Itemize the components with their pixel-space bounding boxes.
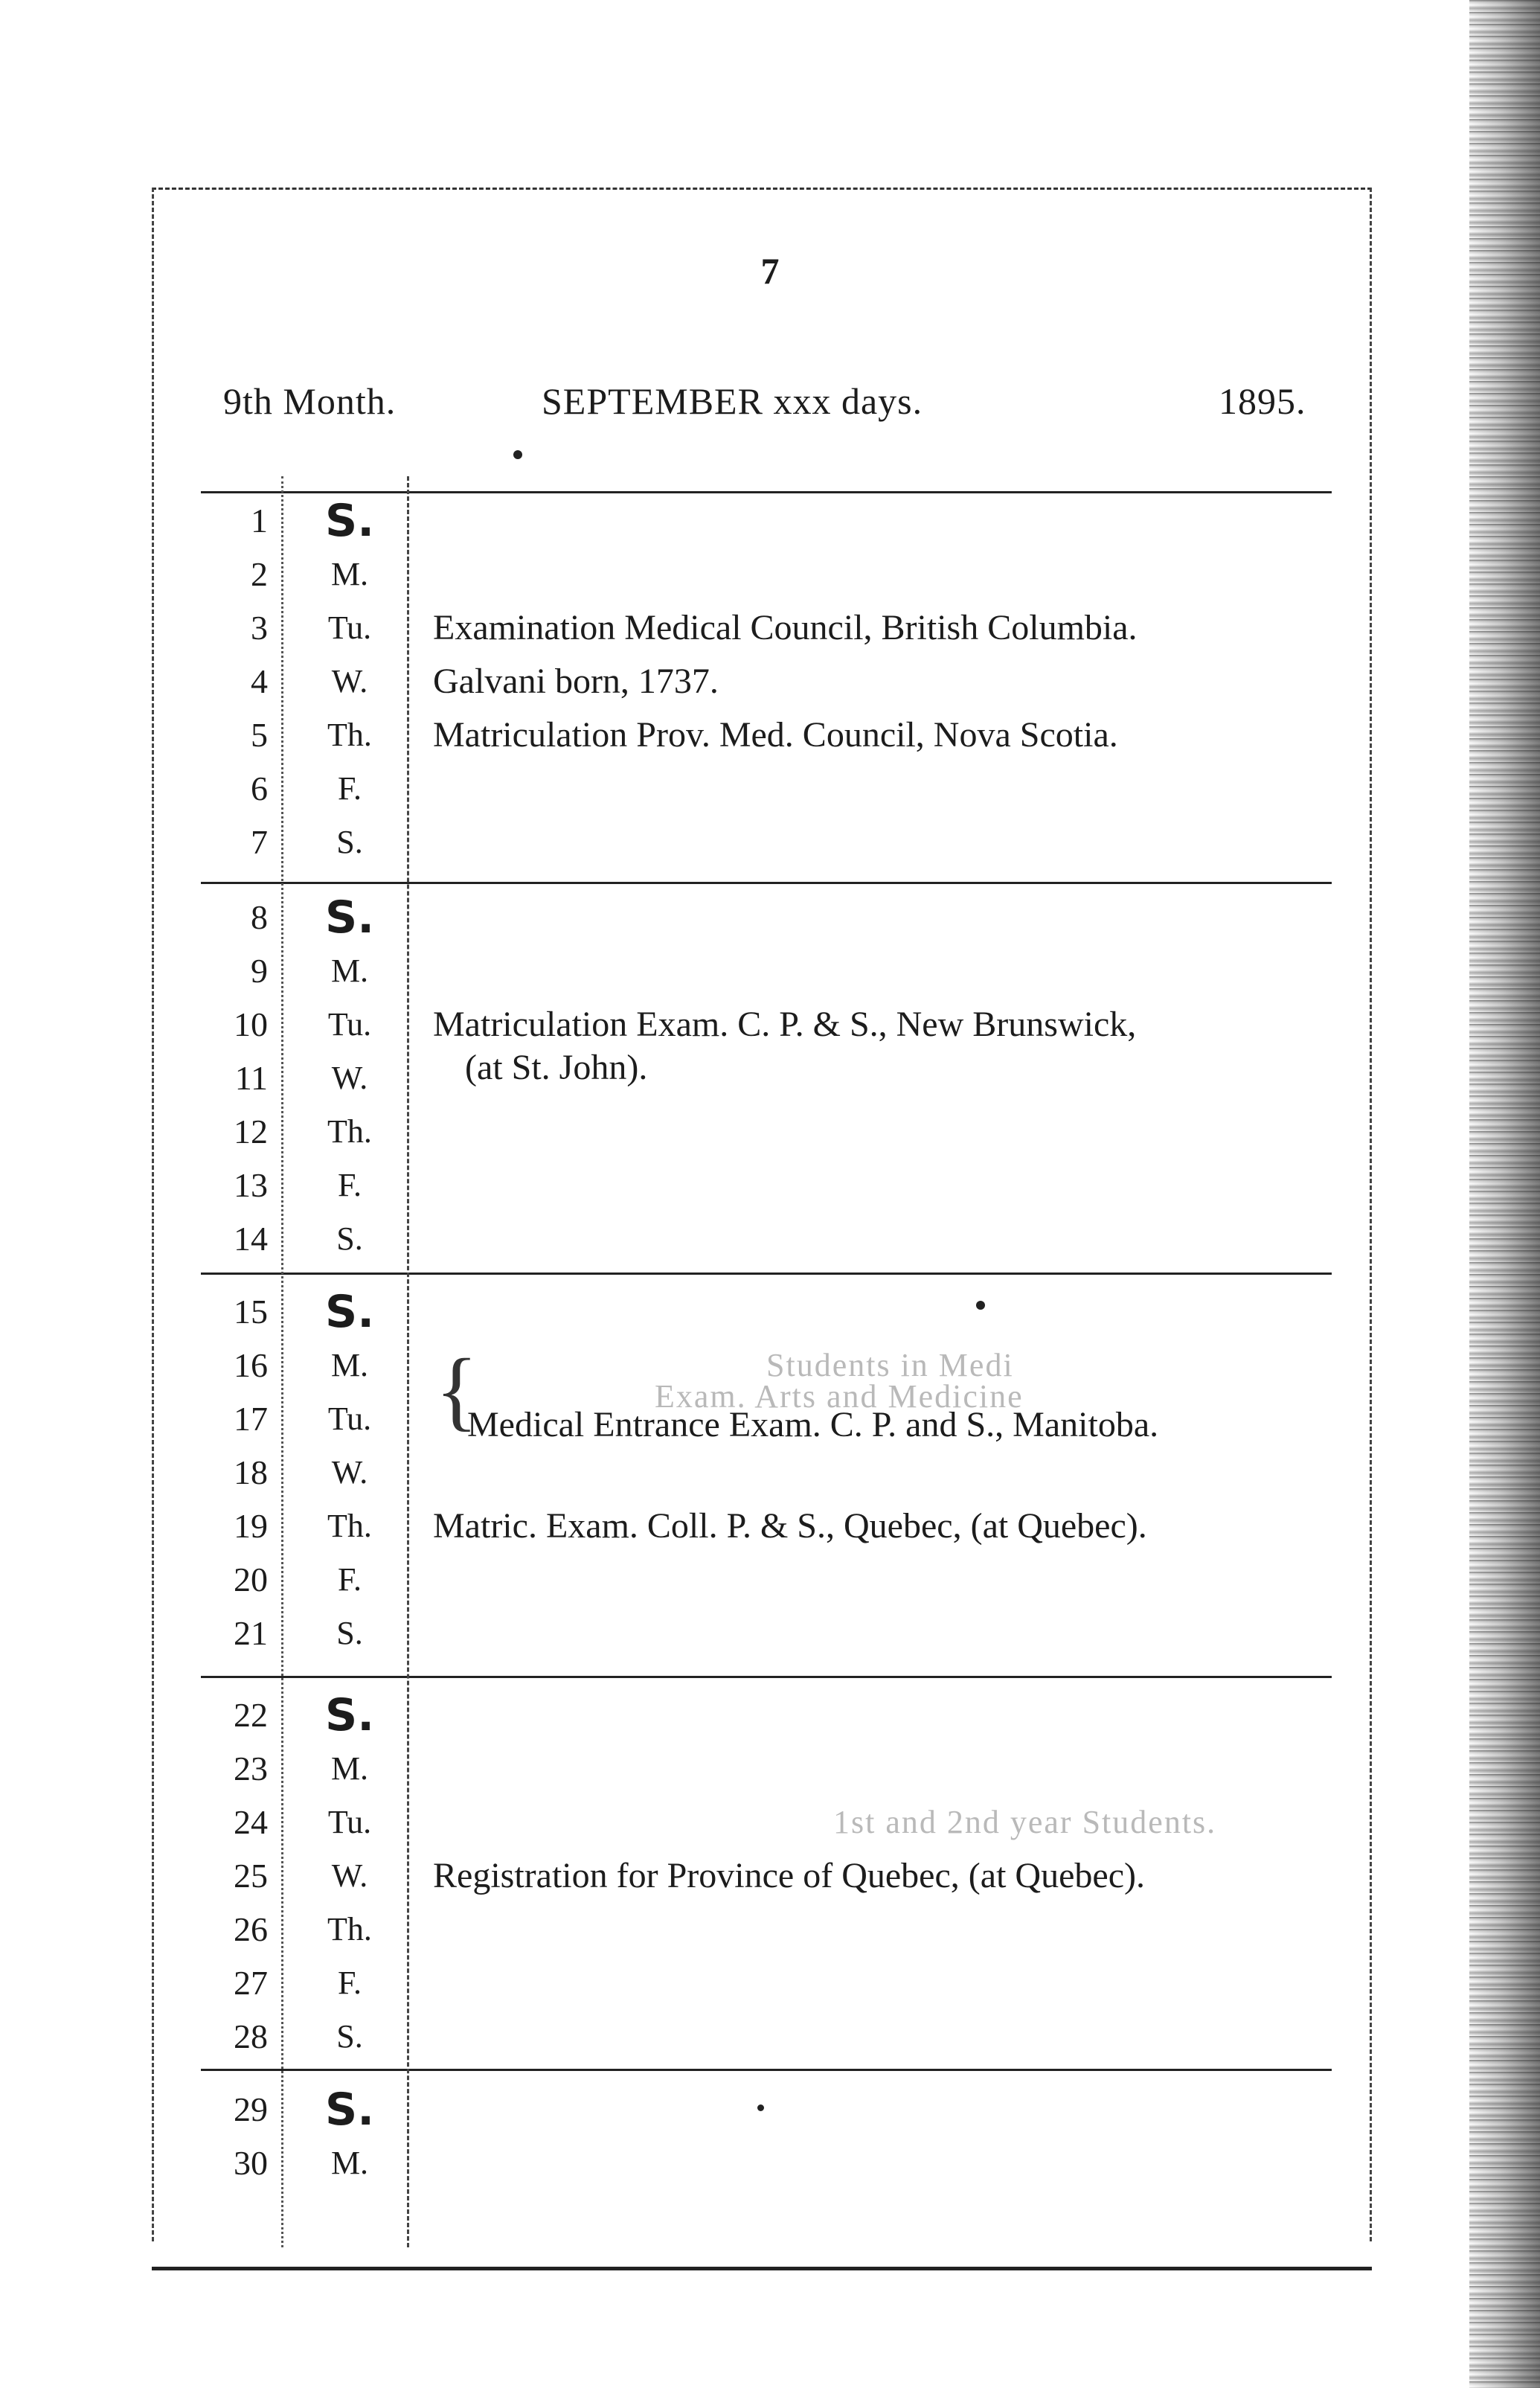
date-number: 1 xyxy=(251,502,268,540)
date-number: 2 xyxy=(251,555,268,593)
weekday: S. xyxy=(324,495,374,547)
weekday: S. xyxy=(324,892,374,944)
date-number: 5 xyxy=(251,716,268,754)
weekday: Tu. xyxy=(327,1804,372,1840)
weekday: F. xyxy=(338,1167,362,1203)
weekday: Th. xyxy=(327,717,372,753)
column-rule-numbers xyxy=(281,476,283,2247)
event-text: Registration for Province of Quebec, (at Quebec). xyxy=(433,1856,1145,1895)
brace-glyph: { xyxy=(435,1340,478,1439)
event-text: Matriculation Prov. Med. Council, Nova Scotia. xyxy=(433,715,1118,755)
weekday: F. xyxy=(338,770,362,807)
date-number: 22 xyxy=(234,1696,268,1734)
date-number: 20 xyxy=(234,1560,268,1598)
date-number: 12 xyxy=(234,1113,268,1150)
date-number: 23 xyxy=(234,1750,268,1787)
faint-event-text: 1st and 2nd year Students. xyxy=(833,1804,1217,1840)
weekday: S. xyxy=(324,1286,374,1338)
faint-event-text: Exam. Arts and Medicine xyxy=(655,1378,1024,1415)
date-number: 14 xyxy=(234,1220,268,1258)
date-number: 8 xyxy=(251,898,268,936)
date-number: 26 xyxy=(234,1910,268,1948)
weekday: M. xyxy=(330,2145,369,2181)
weekday: W. xyxy=(331,1454,368,1491)
date-number: 3 xyxy=(251,609,268,647)
date-number: 25 xyxy=(234,1857,268,1895)
weekday: S. xyxy=(336,824,363,860)
weekday: Th. xyxy=(327,1508,372,1544)
date-number: 4 xyxy=(251,662,268,700)
event-text: Examination Medical Council, British Columbia. xyxy=(433,608,1138,647)
date-number: 11 xyxy=(234,1059,268,1097)
faint-event-text: Students in Medi xyxy=(766,1347,1014,1383)
week-separator xyxy=(201,882,1332,884)
weekday: Tu. xyxy=(327,1401,372,1437)
weekday: S. xyxy=(336,2018,363,2055)
date-number: 27 xyxy=(234,1964,268,2002)
date-number: 13 xyxy=(234,1166,268,1204)
weekday: Th. xyxy=(327,1113,372,1150)
ink-dot xyxy=(976,1301,985,1310)
ink-dot xyxy=(757,2104,764,2111)
weekday: F. xyxy=(338,1965,362,2001)
date-number: 7 xyxy=(251,823,268,861)
date-number: 19 xyxy=(234,1507,268,1545)
weekday: M. xyxy=(330,1347,369,1383)
date-number: 30 xyxy=(234,2144,268,2182)
date-number: 9 xyxy=(251,952,268,990)
weekday: F. xyxy=(338,1561,362,1598)
bottom-rule xyxy=(152,2267,1372,2270)
date-number: 17 xyxy=(234,1400,268,1438)
date-number: 29 xyxy=(234,2090,268,2128)
week-separator xyxy=(201,2069,1332,2071)
weekday: W. xyxy=(331,1060,368,1096)
weekday: S. xyxy=(336,1615,363,1651)
weekday: Tu. xyxy=(327,1006,372,1043)
date-number: 18 xyxy=(234,1453,268,1491)
weekday: M. xyxy=(330,953,369,989)
ink-dot xyxy=(513,450,522,459)
date-number: 16 xyxy=(234,1346,268,1384)
weekday: Th. xyxy=(327,1911,372,1947)
event-text: Matric. Exam. Coll. P. & S., Quebec, (at Quebec). xyxy=(433,1506,1147,1546)
weekday: S. xyxy=(324,2084,374,2136)
scan-edge-noise xyxy=(1469,0,1540,2388)
weekday: S. xyxy=(324,1689,374,1741)
event-text: Galvani born, 1737. xyxy=(433,662,719,701)
weekday: M. xyxy=(330,1750,369,1787)
date-number: 28 xyxy=(234,2017,268,2055)
date-number: 6 xyxy=(251,769,268,807)
header-title: SEPTEMBER xxx days. xyxy=(542,380,923,422)
weekday: Tu. xyxy=(327,609,372,646)
event-text: Matriculation Exam. C. P. & S., New Brunswick, xyxy=(433,1005,1137,1044)
event-text: (at St. John). xyxy=(465,1048,648,1087)
week-separator xyxy=(201,1273,1332,1275)
page-number: 7 xyxy=(760,250,780,292)
event-text: Medical Entrance Exam. C. P. and S., Manitoba. xyxy=(467,1405,1159,1444)
date-number: 10 xyxy=(234,1005,268,1043)
weekday: M. xyxy=(330,556,369,592)
header-year: 1895. xyxy=(1219,380,1306,422)
week-separator xyxy=(201,1676,1332,1678)
header-month: 9th Month. xyxy=(223,380,397,422)
date-number: 15 xyxy=(234,1293,268,1331)
date-number: 21 xyxy=(234,1614,268,1652)
column-rule-days xyxy=(407,476,409,2247)
week-separator xyxy=(201,491,1332,493)
weekday: S. xyxy=(336,1220,363,1257)
weekday: W. xyxy=(331,1857,368,1894)
date-number: 24 xyxy=(234,1803,268,1841)
weekday: W. xyxy=(331,663,368,700)
